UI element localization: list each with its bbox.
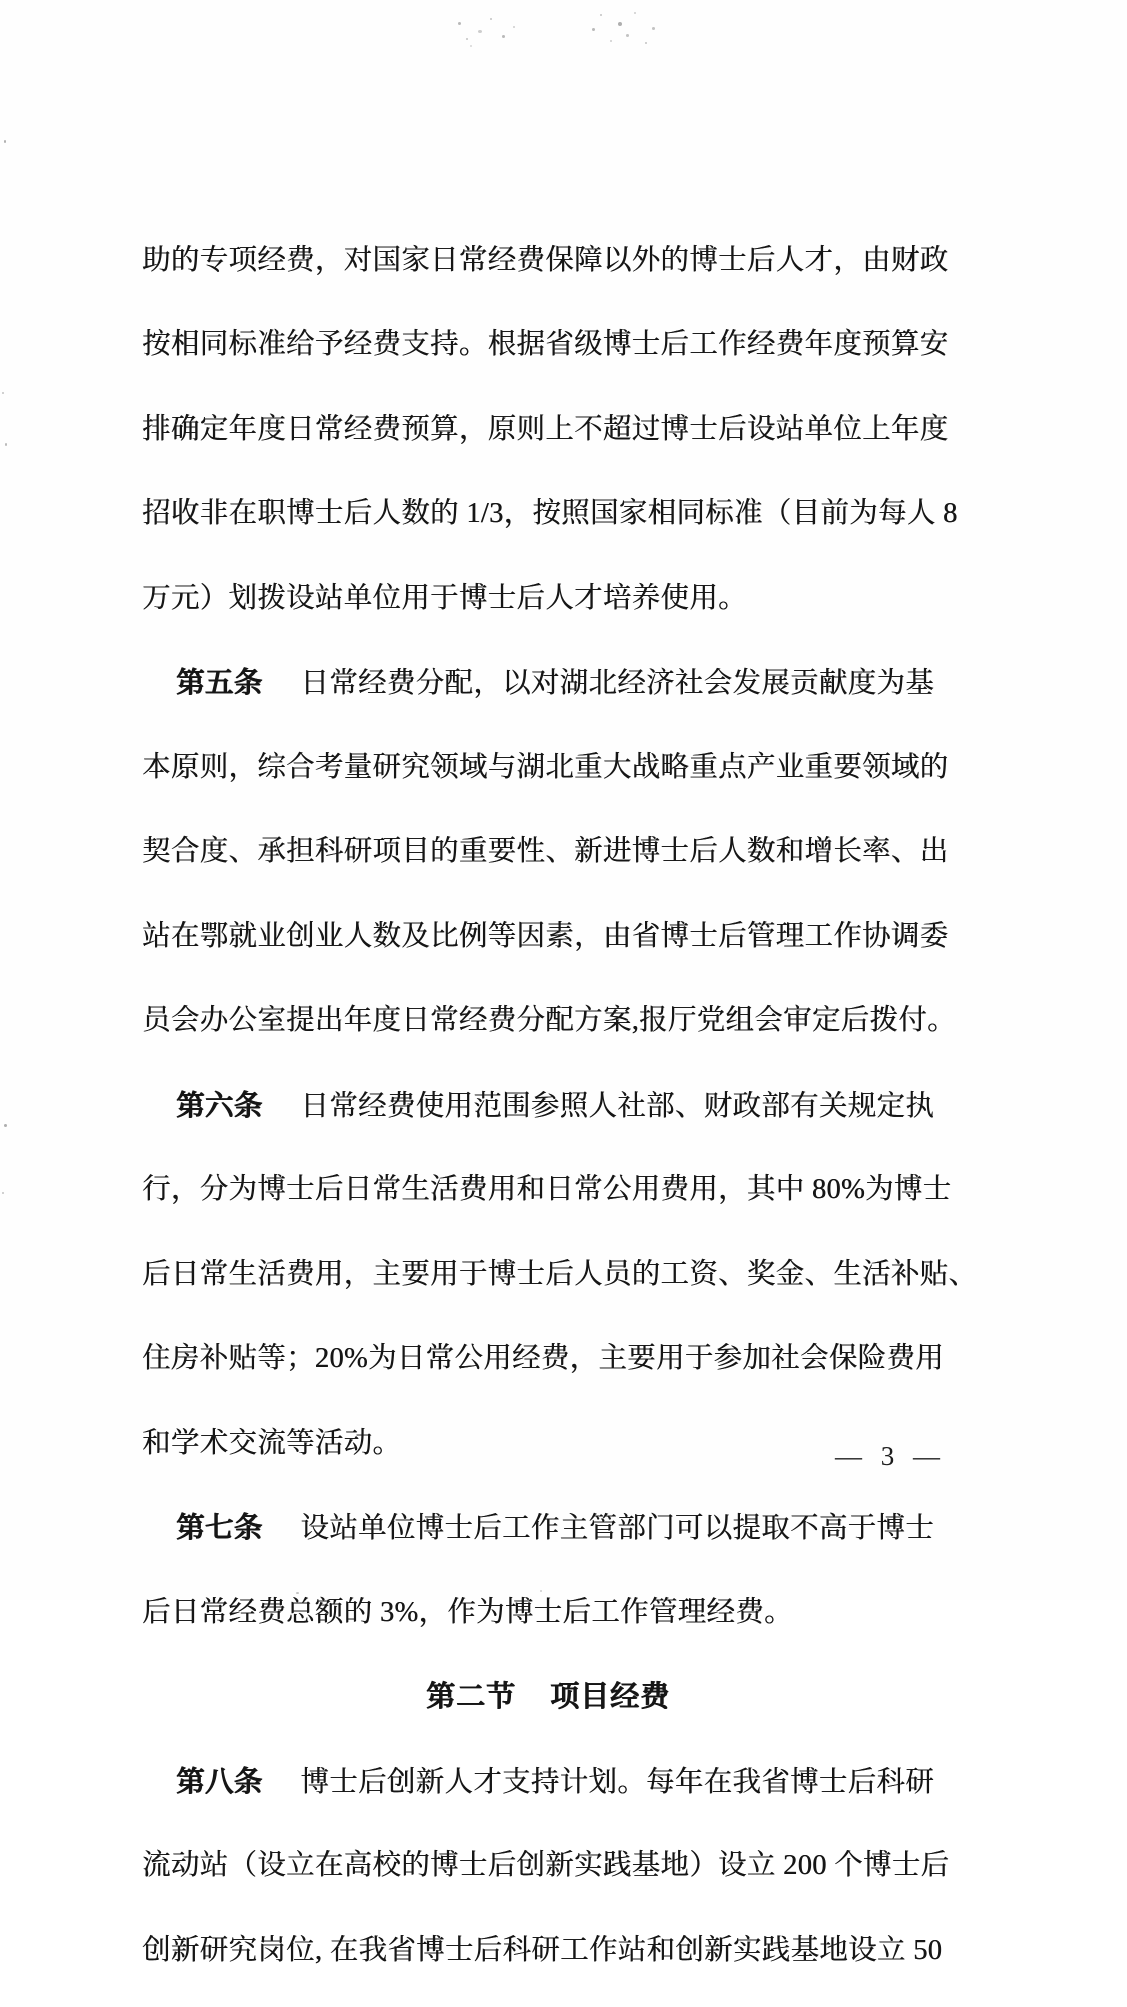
page-number: — 3 — bbox=[835, 1441, 942, 1471]
article7-label: 第七条 bbox=[176, 1512, 263, 1544]
scan-noise-dot bbox=[2, 392, 4, 394]
article8-label: 第八条 bbox=[176, 1765, 263, 1798]
scan-noise-dot bbox=[478, 30, 482, 33]
body-line: 住房补贴等；20%为日常公用经费，主要用于参加社会保险费用 bbox=[142, 1343, 944, 1374]
article6-text: 日常经费使用范围参照人社部、财政部有关规定执 bbox=[300, 1090, 935, 1122]
scan-noise-dot bbox=[490, 18, 492, 20]
body-line: 员会办公室提出年度日常经费分配方案,报厅党组会审定后拨付。 bbox=[142, 1005, 956, 1036]
article6-label: 第六条 bbox=[176, 1089, 263, 1122]
section-heading-label: 第二节 bbox=[425, 1681, 516, 1713]
body-line: 按相同标准给予经费支持。根据省级博士后工作经费年度预算安 bbox=[142, 329, 949, 360]
body-line: 万元）划拨设站单位用于博士后人才培养使用。 bbox=[142, 582, 747, 614]
body-line: 助的专项经费，对国家日常经费保障以外的博士后人才，由财政 bbox=[142, 244, 949, 276]
body-line: 本原则，综合考量研究领域与湖北重大战略重点产业重要领域的 bbox=[142, 751, 949, 783]
page-content bbox=[142, 204, 978, 2007]
scan-noise-dot bbox=[610, 40, 612, 42]
scan-noise-dot bbox=[600, 14, 602, 16]
scan-noise-dot bbox=[645, 42, 647, 44]
article5-text: 日常经费分配，以对湖北经济社会发展贡献度为基 bbox=[300, 668, 935, 699]
article8-first-line bbox=[142, 1754, 954, 1810]
body-line: 排确定年度日常经费预算，原则上不超过博士后设站单位上年度 bbox=[142, 413, 949, 445]
scan-noise-dot bbox=[5, 443, 7, 446]
article5-first-line bbox=[142, 655, 954, 711]
scan-noise-dot bbox=[634, 12, 636, 14]
scan-noise-dot bbox=[618, 22, 622, 26]
scan-noise-dot bbox=[2, 1192, 4, 1194]
body-line: 招收非在职博士后人数的 1/3，按照国家相同标准（目前为每人 8 bbox=[142, 498, 958, 529]
scan-noise-dot bbox=[458, 22, 461, 25]
body-line: 契合度、承担科研项目的重要性、新进博士后人数和增长率、出 bbox=[142, 836, 949, 867]
body-line: 和学术交流等活动。 bbox=[142, 1427, 402, 1459]
article7-first-line bbox=[142, 1500, 954, 1556]
body-line: 创新研究岗位, 在我省博士后科研工作站和创新实践基地设立 50 bbox=[142, 1934, 943, 1966]
scan-noise-dot bbox=[4, 1124, 7, 1127]
scan-noise-dot bbox=[466, 38, 468, 40]
article6-first-line bbox=[142, 1078, 954, 1134]
scan-noise-dot bbox=[470, 45, 472, 47]
section-heading bbox=[142, 1669, 954, 1725]
body-line: 流动站（设立在高校的博士后创新实践基地）设立 200 个博士后 bbox=[142, 1850, 950, 1881]
article5-label: 第五条 bbox=[176, 667, 263, 699]
body-line: 后日常经费总额的 3%，作为博士后工作管理经费。 bbox=[142, 1596, 793, 1628]
scan-noise-dot bbox=[626, 34, 629, 37]
body-line: 站在鄂就业创业人数及比例等因素，由省博士后管理工作协调委 bbox=[142, 920, 949, 952]
section-heading-title: 项目经费 bbox=[550, 1681, 671, 1713]
article7-text: 设站单位博士后工作主管部门可以提取不高于博士 bbox=[300, 1513, 935, 1544]
scan-noise-dot bbox=[652, 27, 655, 30]
body-line: 后日常生活费用，主要用于博士后人员的工资、奖金、生活补贴、 bbox=[142, 1258, 978, 1290]
scan-noise-dot bbox=[592, 28, 595, 31]
scan-noise-dot bbox=[513, 26, 515, 28]
scan-noise-dot bbox=[502, 35, 505, 38]
scan-noise-dot bbox=[4, 140, 6, 143]
body-line: 行，分为博士后日常生活费用和日常公用费用，其中 80%为博士 bbox=[142, 1174, 952, 1205]
article8-text: 博士后创新人才支持计划。每年在我省博士后科研 bbox=[300, 1766, 935, 1798]
